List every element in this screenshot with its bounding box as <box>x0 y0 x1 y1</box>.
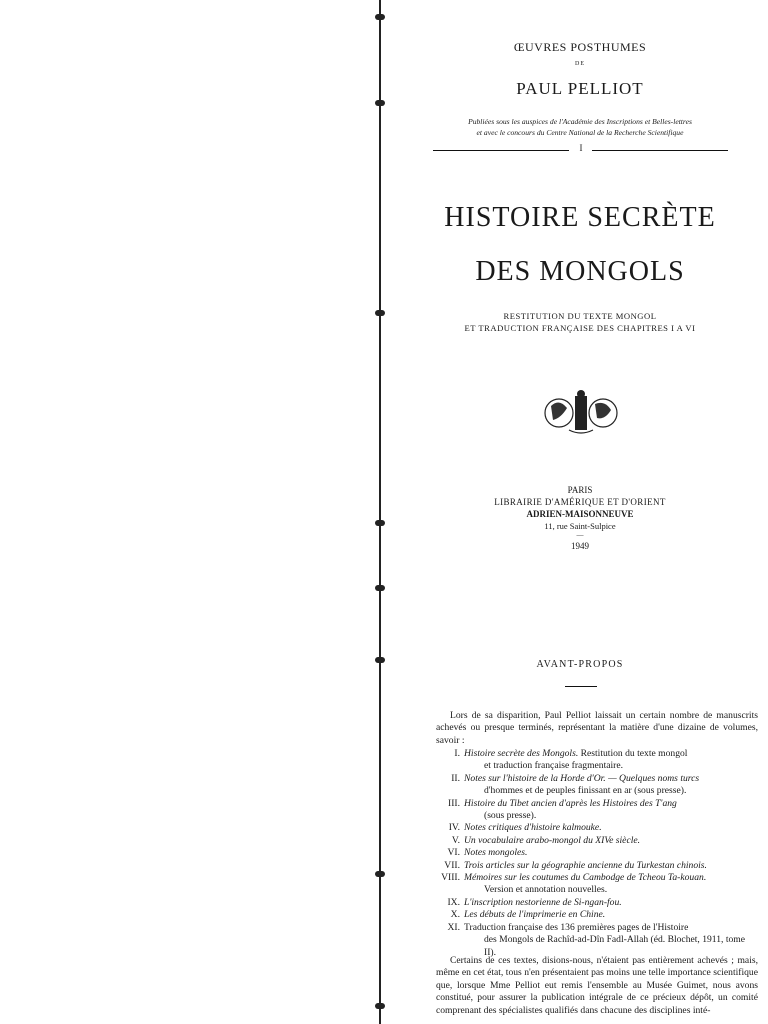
manuscript-list <box>436 748 758 959</box>
intro-paragraph <box>436 710 758 747</box>
list-item-continuation: et traduction française fragmentaire. <box>484 760 624 772</box>
imprint-year: 1949 <box>571 541 589 551</box>
imprint-publisher-name: ADRIEN-MAISONNEUVE <box>526 509 634 519</box>
list-item-text <box>464 847 758 859</box>
list-item-number: III. <box>448 797 460 809</box>
list-item-number: IX. <box>447 896 460 908</box>
intro-text: Lors de sa disparition, Paul Pelliot laissait un certain nombre de manuscrits achevés ou presque terminés, représentant la matière d'une dizaine de volumes, savoir : <box>436 710 758 746</box>
second-paragraph <box>436 955 758 1017</box>
second-text: Certains de ces textes, disions-nous, n'étaient pas entièrement achevés ; mais, même en cet état, tous n'en présentaient pas moins une telle importance scientifique que, lorsque Mme Pelliot eut remis l'ensemble au Musée Guimet, nous avons constitué, pour assurer la publication intégrale de ce précieux dépôt, un comité comprenant des spécialistes qualifiés dans chacune des disciplines inté- <box>436 955 758 1016</box>
main-title-line-2: DES MONGOLS <box>475 256 685 287</box>
list-item-number: VI. <box>447 847 460 859</box>
list-item-number: X. <box>450 909 460 921</box>
list-item-title: Histoire du Tibet ancien d'après les Histoires des T'ang <box>464 797 677 809</box>
publisher-emblem-icon <box>543 388 619 438</box>
imprint-publisher: LIBRAIRIE D'AMÉRIQUE ET D'ORIENT <box>494 497 666 507</box>
de-label: DE <box>575 61 585 67</box>
heading-rule <box>565 686 597 687</box>
list-item-title: Trois articles sur la géographie ancienne du Turkestan chinois. <box>464 859 707 871</box>
list-item-title: Un vocabulaire arabo-mongol du XIVe siècle. <box>464 834 641 846</box>
list-item <box>436 922 758 959</box>
list-item <box>436 860 758 872</box>
volume-rule-left <box>433 150 569 151</box>
list-item-text <box>464 835 758 847</box>
list-item-text <box>464 922 758 934</box>
list-item-number: V. <box>451 834 460 846</box>
list-item-continuation: d'hommes et de peuples finissant en ar (sous presse). <box>484 785 687 797</box>
list-item <box>436 835 758 847</box>
list-item-title: L'inscription nestorienne de Si-ngan-fou. <box>464 896 622 908</box>
list-item-text <box>464 909 758 921</box>
list-item-title: Les débuts de l'imprimerie en Chine. <box>464 909 606 921</box>
list-item-text <box>464 798 758 810</box>
list-item-continuation: des Mongols de Rachîd-ad-Dîn Fadl-Allah (éd. Blochet, 1911, tome II). <box>484 934 746 958</box>
list-item-number: VIII. <box>441 872 460 884</box>
imprint-city: PARIS <box>567 485 593 495</box>
list-item-continuation: Version et annotation nouvelles. <box>484 884 608 896</box>
foreword-page <box>0 565 768 1024</box>
series-title: ŒUVRES POSTHUMES <box>513 40 647 54</box>
list-item <box>436 909 758 921</box>
list-item <box>436 897 758 909</box>
subtitle-line-1: RESTITUTION DU TEXTE MONGOL <box>503 311 657 321</box>
imprint-address: 11, rue Saint-Sulpice <box>544 521 616 531</box>
volume-number: I <box>579 143 583 153</box>
list-item-rest: Restitution du texte mongol <box>578 748 688 759</box>
list-item <box>436 748 758 773</box>
list-item-rest: Traduction française des 136 premières pages de l'Histoire <box>464 921 689 933</box>
list-item-text <box>464 822 758 834</box>
binding-gutter-lower <box>374 565 386 1024</box>
main-title-line-1: HISTOIRE SECRÈTE <box>444 202 716 233</box>
list-item <box>436 822 758 834</box>
auspices-line-2: et avec le concours du Centre National de la Recherche Scientifique <box>476 128 684 137</box>
foreword-heading: AVANT-PROPOS <box>536 659 624 670</box>
list-item-text <box>464 773 758 785</box>
list-item-number: XI. <box>447 921 460 933</box>
list-item-text <box>464 897 758 909</box>
subtitle-line-2: ET TRADUCTION FRANÇAISE DES CHAPITRES I A VI <box>464 323 696 333</box>
list-item-number: I. <box>454 748 460 759</box>
author-name: PAUL PELLIOT <box>516 79 644 98</box>
list-item-title: Notes critiques d'histoire kalmouke. <box>464 822 602 834</box>
imprint-dash: — <box>576 531 584 539</box>
list-item-number: II. <box>451 772 460 784</box>
list-item-title: Notes sur l'histoire de la Horde d'Or. — Quelques noms turcs <box>464 772 700 784</box>
binding-gutter <box>374 0 386 565</box>
volume-rule-right <box>592 150 728 151</box>
list-item <box>436 872 758 897</box>
list-item-number: VII. <box>444 859 460 871</box>
list-item <box>436 798 758 823</box>
auspices-line-1: Publiées sous les auspices de l'Académie des Inscriptions et Belles-lettres <box>468 117 692 126</box>
list-item-continuation: (sous presse). <box>484 810 537 822</box>
list-item-number: IV. <box>448 822 460 834</box>
list-item-text <box>464 872 758 884</box>
list-item <box>436 847 758 859</box>
list-item-text <box>464 860 758 872</box>
list-item-title: Histoire secrète des Mongols. <box>464 748 579 759</box>
list-item-title: Notes mongoles. <box>464 847 528 859</box>
list-item-title: Mémoires sur les coutumes du Cambodge de Tcheou Ta-kouan. <box>464 872 707 884</box>
list-item <box>436 773 758 798</box>
list-item-text <box>464 748 758 760</box>
